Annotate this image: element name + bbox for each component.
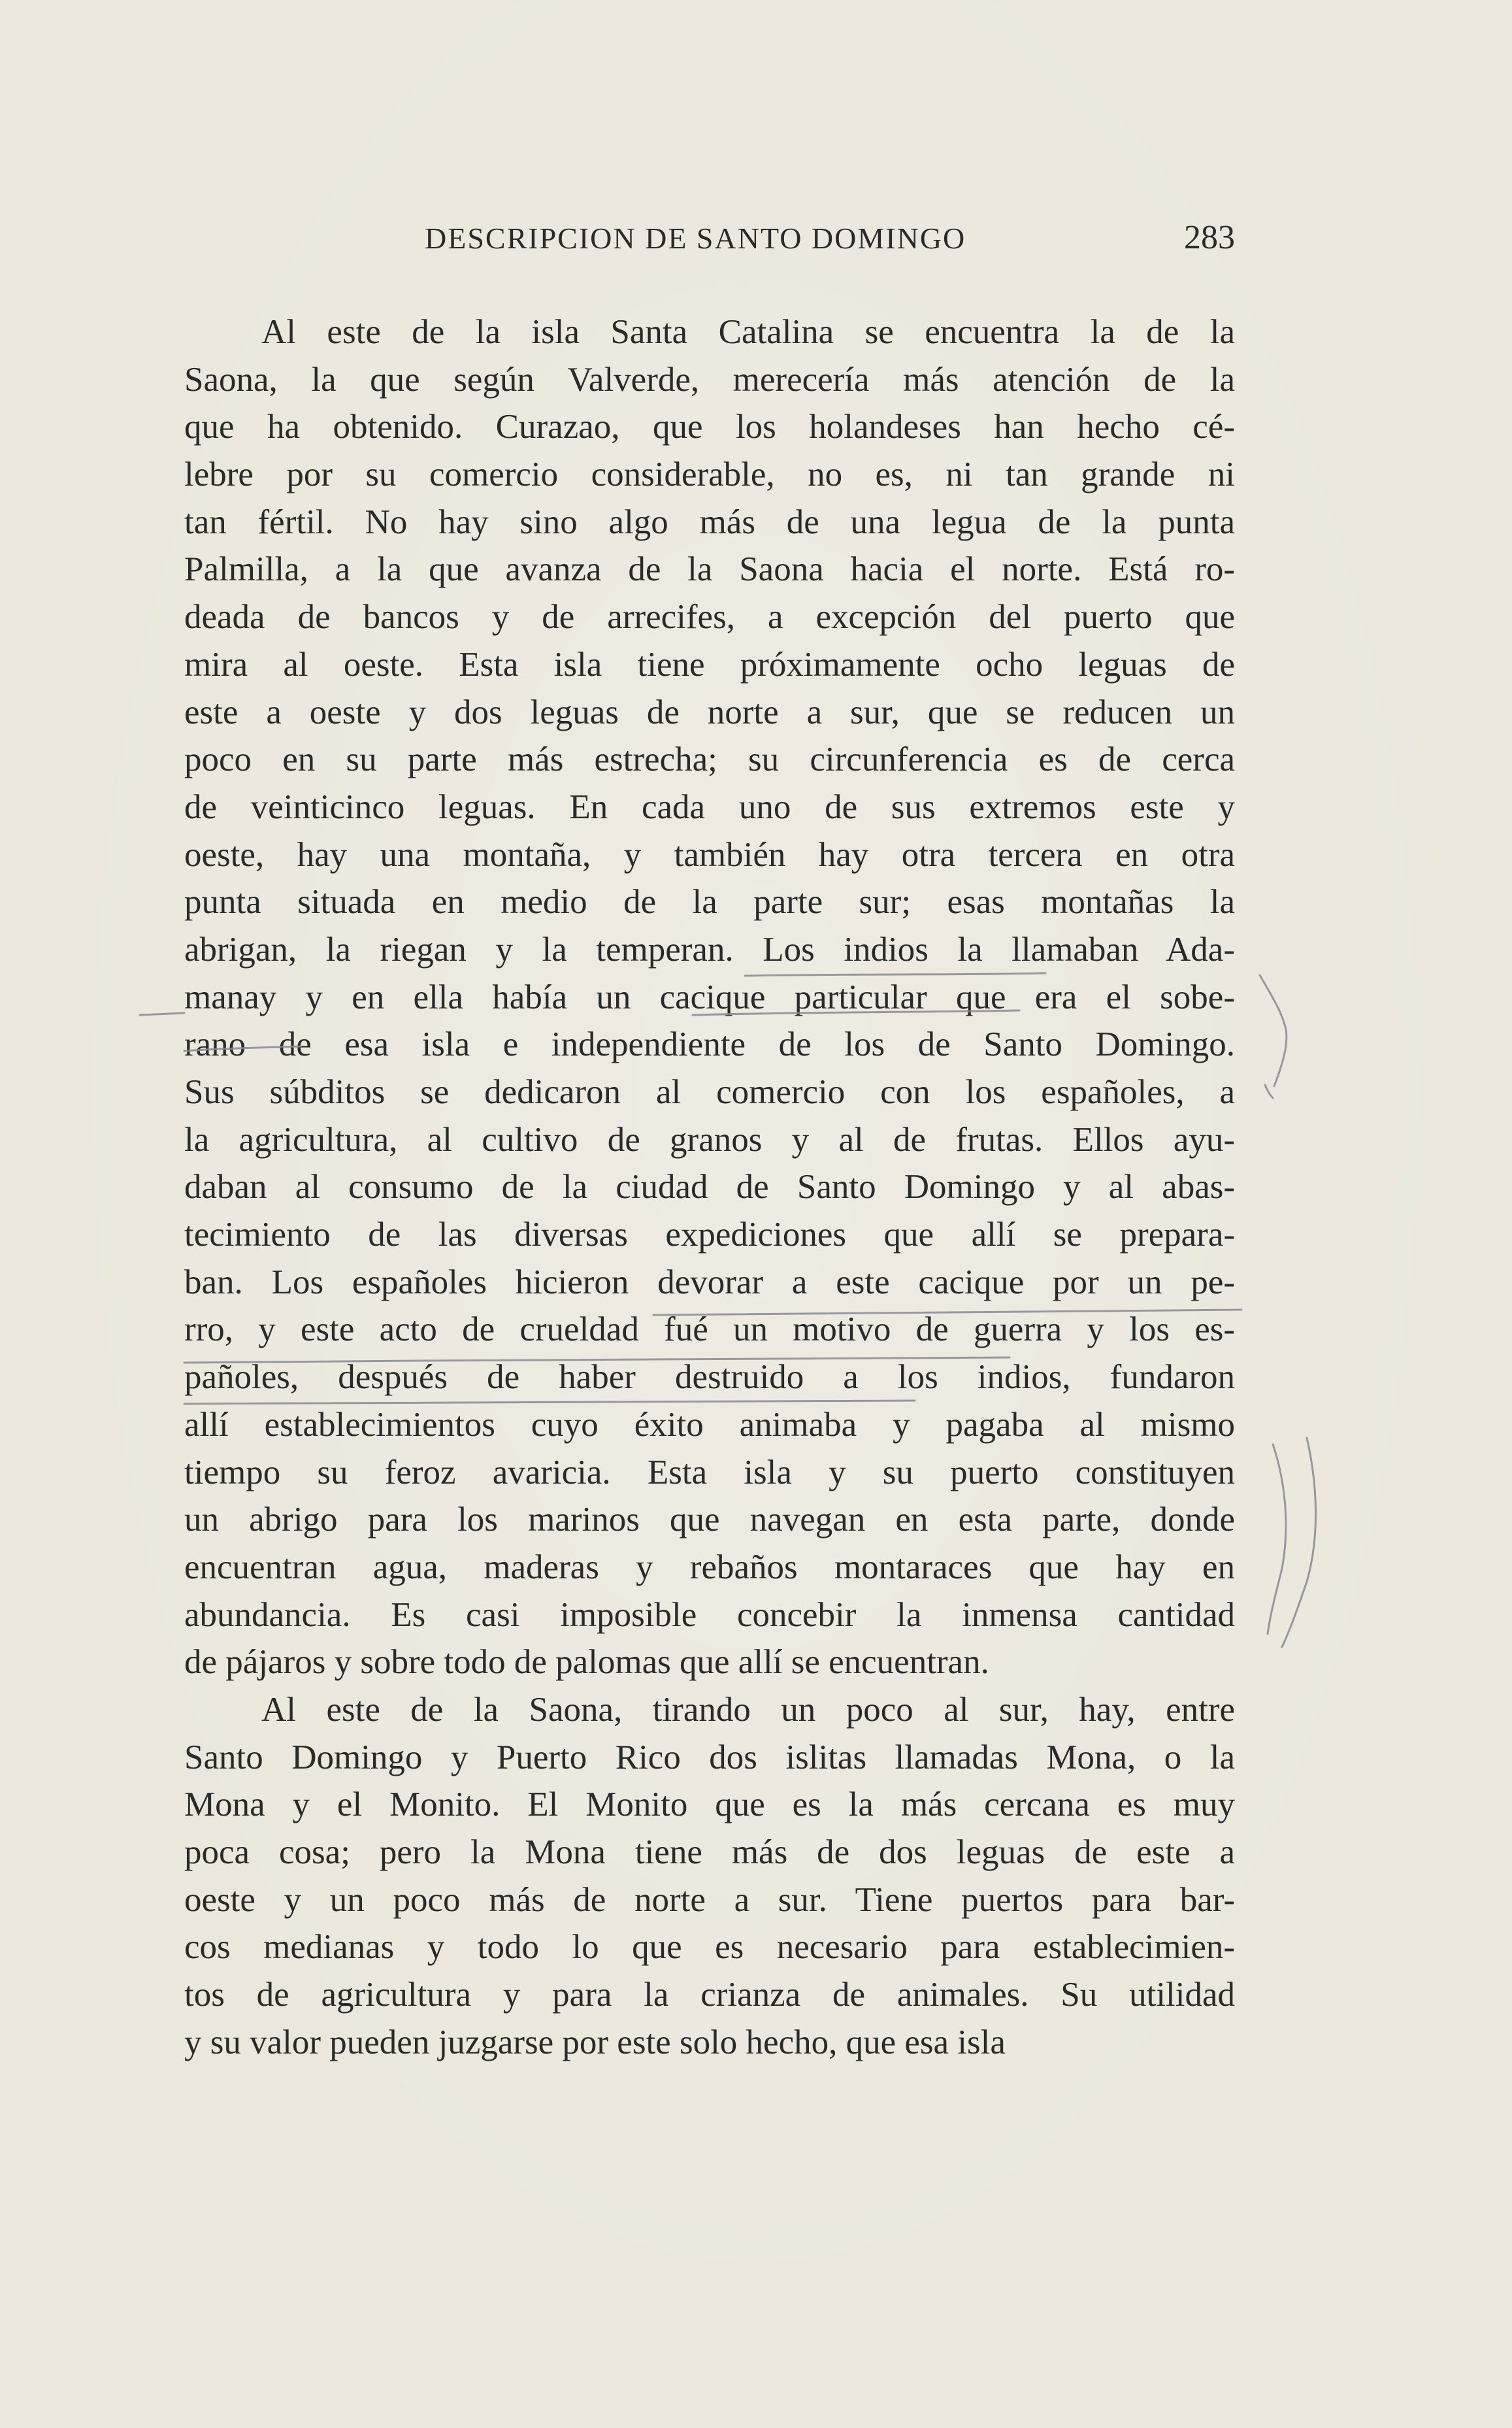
text-line: Santo Domingo y Puerto Rico dos islitas llamadas Mona, o la <box>184 1738 1235 1776</box>
text-line: la agricultura, al cultivo de granos y al de frutas. Ellos ayu- <box>184 1120 1235 1159</box>
text-line: mira al oeste. Esta isla tiene próximamente ocho leguas de <box>184 645 1235 684</box>
text-line: que ha obtenido. Curazao, que los holandeses han hecho cé- <box>184 408 1235 446</box>
text-line: rano de esa isla e independiente de los de Santo Domingo. <box>184 1025 1235 1064</box>
text-line: Mona y el Monito. El Monito que es la más cercana es muy <box>184 1786 1235 1824</box>
page-header <box>425 221 1235 260</box>
text-line: tiempo su feroz avaricia. Esta isla y su puerto constituyen <box>184 1453 1235 1491</box>
margin-bracket-mark <box>1268 1444 1286 1634</box>
text-line: este a oeste y dos leguas de norte a sur, que se reducen un <box>184 693 1235 731</box>
text-line: Al este de la Saona, tirando un poco al sur, hay, entre <box>261 1690 1235 1729</box>
text-line: tan fértil. No hay sino algo más de una legua de la punta <box>184 503 1235 541</box>
text-line: tos de agricultura y para la crianza de animales. Su utilidad <box>184 1976 1235 2014</box>
text-line: Al este de la isla Santa Catalina se encuentra la de la <box>261 313 1235 351</box>
text-line: ban. Los españoles hicieron devorar a este cacique por un pe- <box>184 1263 1235 1301</box>
text-line: Palmilla, a la que avanza de la Saona hacia el norte. Está ro- <box>184 550 1235 589</box>
text-line: Saona, la que según Valverde, merecería más atención de la <box>184 360 1235 399</box>
text-line: poco en su parte más estrecha; su circunferencia es de cerca <box>184 740 1235 779</box>
text-line: lebre por su comercio considerable, no es, ni tan grande ni <box>184 456 1235 494</box>
text-line: un abrigo para los marinos que navegan en esta parte, donde <box>184 1501 1235 1539</box>
underline-mark <box>140 1013 184 1015</box>
text-line: abrigan, la riegan y la temperan. Los indios la llamaban Ada- <box>184 930 1235 969</box>
body-text <box>184 308 1235 2066</box>
text-line: rro, y este acto de crueldad fué un motivo de guerra y los es- <box>184 1310 1235 1349</box>
text-line: manay y en ella había un cacique particular que era el sobe- <box>184 978 1235 1016</box>
text-line: abundancia. Es casi imposible concebir la inmensa cantidad <box>184 1595 1235 1634</box>
text-line: deada de bancos y de arrecifes, a excepción del puerto que <box>184 598 1235 637</box>
text-line: tecimiento de las diversas expediciones que allí se prepara- <box>184 1216 1235 1254</box>
text-line: pañoles, después de haber destruido a los indios, fundaron <box>184 1358 1235 1397</box>
page-number: 283 <box>1184 219 1235 256</box>
text-line: oeste, hay una montaña, y también hay otra tercera en otra <box>184 835 1235 874</box>
text-line: Sus súbditos se dedicaron al comercio con los españoles, a <box>184 1073 1235 1111</box>
text-line: poca cosa; pero la Mona tiene más de dos leguas de este a <box>184 1833 1235 1871</box>
text-line: allí establecimientos cuyo éxito animaba y pagaba al mismo <box>184 1405 1235 1444</box>
text-line: de veinticinco leguas. En cada uno de sus extremos este y <box>184 788 1235 826</box>
margin-tick-mark <box>1265 1085 1273 1098</box>
text-line: y su valor pueden juzgarse por este solo hecho, que esa isla <box>184 2023 1006 2061</box>
text-line: punta situada en medio de la parte sur; esas montañas la <box>184 883 1235 922</box>
text-line: cos medianas y todo lo que es necesario para establecimien- <box>184 1928 1235 1967</box>
text-line: encuentran agua, maderas y rebaños montaraces que hay en <box>184 1548 1235 1586</box>
margin-bracket-mark <box>1260 975 1287 1086</box>
text-line: oeste y un poco más de norte a sur. Tiene puertos para bar- <box>184 1880 1235 1919</box>
running-title: DESCRIPCION DE SANTO DOMINGO <box>425 222 966 255</box>
margin-bracket-mark <box>1282 1438 1316 1647</box>
text-line: daban al consumo de la ciudad de Santo Domingo y al abas- <box>184 1168 1235 1206</box>
text-line: de pájaros y sobre todo de palomas que allí se encuentran. <box>184 1643 989 1682</box>
